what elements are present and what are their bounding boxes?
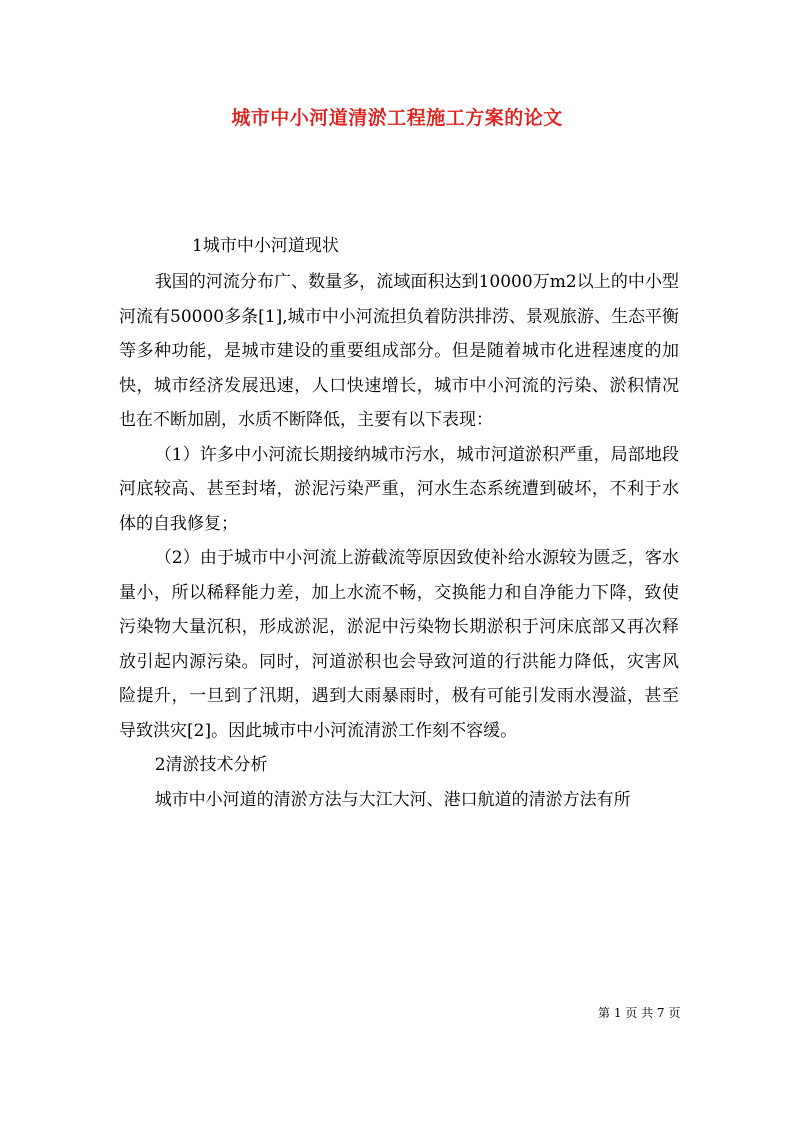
document-title: 城市中小河道清淤工程施工方案的论文: [231, 107, 563, 129]
section-2-heading: 2清淤技术分析: [154, 755, 268, 775]
page-number-footer: 第 1 页 共 7 页: [598, 1006, 681, 1020]
section-1-heading: 1城市中小河道现状: [192, 236, 339, 256]
paragraph-point-1: （1）许多中小河流长期接纳城市污水，城市河道淤积严重，局部地段河底较高、甚至封堵，淤泥污染严重，河水生态系统遭到破坏，不利于水体的自我修复；: [119, 444, 679, 534]
paragraph-point-2: （2）由于城市中小河流上游截流等原因致使补给水源较为匮乏，客水量小，所以稀释能力差，加上水流不畅，交换能力和自净能力下降，致使污染物大量沉积，形成淤泥，淤泥中污染物长期淤积于河床底部又再次释放引起内源污染。同时，河道淤积也会导致河道的行洪能力降低，灾害风险提升，一旦到了汛期，遇到大雨暴雨时，极有可能引发雨水漫溢，甚至导致洪灾[2]。因此城市中小河流清淤工作刻不容缓。: [119, 548, 679, 741]
paragraph-section-2: 城市中小河道的清淤方法与大江大河、港口航道的清淤方法有所: [154, 789, 631, 810]
document-body: [119, 265, 679, 817]
paragraph-intro: 我国的河流分布广、数量多，流域面积达到10000万m2以上的中小型河流有50000多条[1],城市中小河流担负着防洪排涝、景观旅游、生态平衡等多种功能，是城市建设的重要组成部分。但是随着城市化进程速度的加快，城市经济发展迅速，人口快速增长，城市中小河流的污染、淤积情况也在不断加剧，水质不断降低，主要有以下表现：: [119, 272, 679, 430]
